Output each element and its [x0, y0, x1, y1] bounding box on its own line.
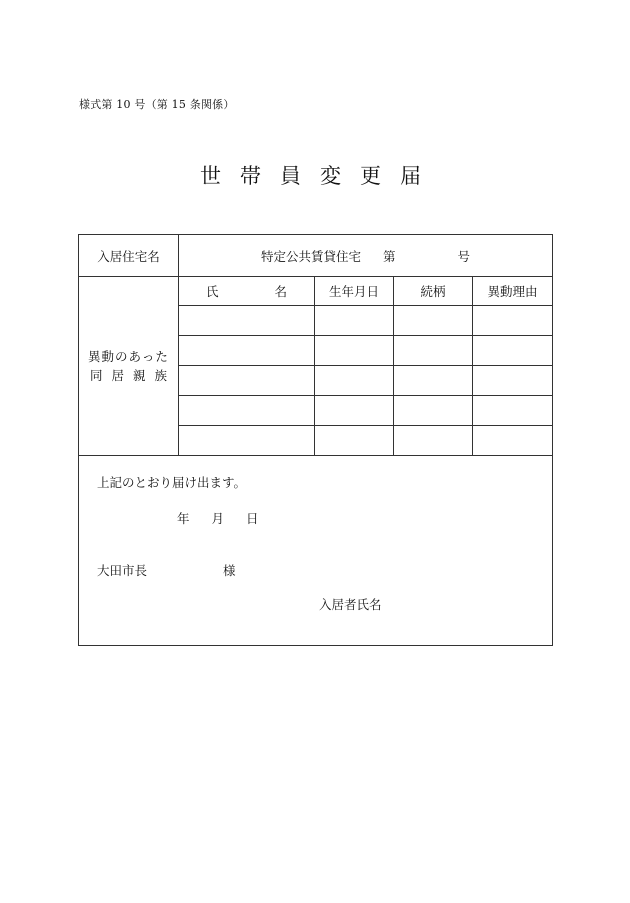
family-label-line1: 異動のあった — [88, 349, 169, 364]
residence-label: 入居住宅名 — [79, 235, 179, 277]
reason-cell[interactable] — [473, 396, 553, 426]
header-reason: 異動理由 — [473, 277, 553, 306]
statement-section — [79, 456, 553, 646]
reason-cell[interactable] — [473, 426, 553, 456]
reason-cell[interactable] — [473, 306, 553, 336]
family-label-line2: 同居親族 — [89, 368, 176, 383]
addressee: 大田市長 — [97, 563, 148, 578]
addressee-line — [97, 561, 236, 579]
relationship-cell[interactable] — [394, 426, 473, 456]
family-header-row — [79, 277, 553, 306]
header-birth-date: 生年月日 — [315, 277, 394, 306]
birth-date-cell[interactable] — [315, 426, 394, 456]
header-name — [179, 277, 315, 306]
honorific: 様 — [223, 563, 236, 578]
housing-type: 特定公共賃貸住宅 — [261, 248, 362, 264]
form-number: 様式第 10 号（第 15 条関係） — [79, 98, 235, 111]
relationship-cell[interactable] — [394, 366, 473, 396]
document-title: 世帯員変更届 — [200, 164, 440, 188]
applicant-name-label: 入居者氏名 — [319, 597, 382, 612]
date-month: 月 — [211, 511, 225, 526]
family-section-label — [79, 277, 179, 456]
birth-date-cell[interactable] — [315, 306, 394, 336]
name-cell[interactable] — [179, 366, 315, 396]
change-notification-form — [78, 234, 553, 646]
declaration-text: 上記のとおり届け出ます。 — [97, 475, 247, 490]
header-relationship: 続柄 — [394, 277, 473, 306]
name-cell[interactable] — [179, 336, 315, 366]
name-cell[interactable] — [179, 426, 315, 456]
residence-row — [79, 235, 553, 277]
housing-number-suffix: 号 — [457, 248, 471, 264]
date-day: 日 — [246, 511, 259, 526]
relationship-cell[interactable] — [394, 396, 473, 426]
relationship-cell[interactable] — [394, 336, 473, 366]
reason-cell[interactable] — [473, 366, 553, 396]
birth-date-cell[interactable] — [315, 396, 394, 426]
name-cell[interactable] — [179, 396, 315, 426]
relationship-cell[interactable] — [394, 306, 473, 336]
date-year: 年 — [177, 511, 190, 526]
header-name-family: 氏 — [205, 284, 219, 299]
statement-row — [79, 456, 553, 646]
name-cell[interactable] — [179, 306, 315, 336]
housing-number-prefix: 第 — [383, 248, 396, 264]
birth-date-cell[interactable] — [315, 336, 394, 366]
date-field[interactable] — [177, 509, 259, 527]
reason-cell[interactable] — [473, 336, 553, 366]
header-name-given: 名 — [274, 284, 288, 299]
residence-field[interactable] — [179, 235, 553, 277]
birth-date-cell[interactable] — [315, 366, 394, 396]
